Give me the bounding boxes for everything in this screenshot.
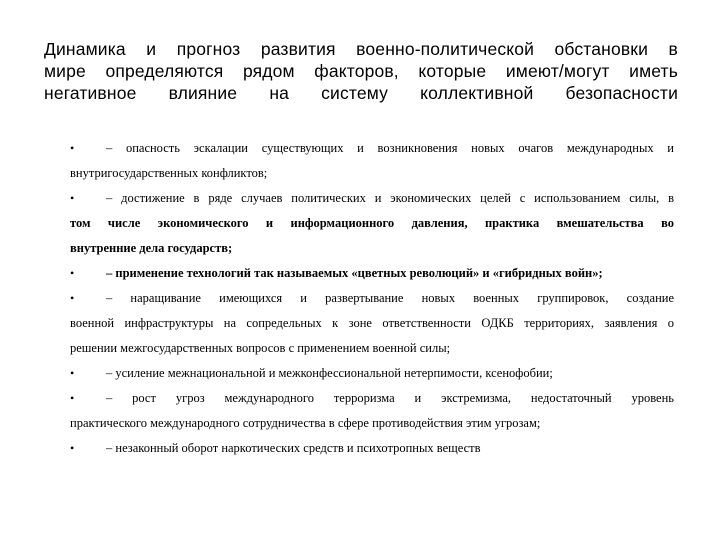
item-line: – опасность эскалации существующих и возникновения новых очагов международных и: [106, 141, 674, 155]
list-item: [70, 261, 674, 286]
title-line: негативное влияние на систему коллективной безопасности: [44, 83, 678, 103]
list-item: [70, 186, 674, 261]
item-line: – наращивание имеющихся и развертывание новых военных группировок, создание: [106, 291, 674, 305]
slide-title: [44, 38, 678, 104]
list-item: [70, 136, 674, 186]
bullet-icon: •: [70, 366, 75, 380]
list-item: [70, 361, 674, 386]
bullet-icon: •: [70, 141, 75, 155]
item-line: – усиление межнациональной и межконфессиональной нетерпимости, ксенофобии;: [106, 366, 553, 380]
list-item: [70, 436, 674, 461]
item-line: практического международного сотрудничества в сфере противодействия этим угрозам;: [70, 416, 541, 430]
item-line: внутренние дела государств;: [70, 241, 233, 255]
list-item: [70, 386, 674, 436]
item-line: – рост угроз международного терроризма и экстремизма, недостаточный уровень: [106, 391, 674, 405]
item-line: том числе экономического и информационного давления, практика вмешательства во: [70, 216, 674, 230]
bullet-icon: •: [70, 291, 75, 305]
item-line: решении межгосударственных вопросов с применением военной силы;: [70, 341, 451, 355]
item-line: внутригосударственных конфликтов;: [70, 166, 268, 180]
item-line: – применение технологий так называемых «цветных революций» и «гибридных войн»;: [106, 266, 603, 280]
factors-list: [70, 136, 674, 461]
item-line: – достижение в ряде случаев политических и экономических целей с использованием силы, в: [106, 191, 674, 205]
title-line: мире определяются рядом факторов, которые имеют/могут иметь: [44, 61, 678, 81]
item-line: военной инфраструктуры на сопредельных к зоне ответственности ОДКБ территориях, заявления о: [70, 316, 674, 330]
list-item: [70, 286, 674, 361]
bullet-icon: •: [70, 391, 75, 405]
title-line: Динамика и прогноз развития военно-политической обстановки в: [44, 39, 678, 59]
bullet-icon: •: [70, 191, 75, 205]
bullet-icon: •: [70, 441, 75, 455]
item-line: – незаконный оборот наркотических средств и психотропных веществ: [106, 441, 481, 455]
bullet-icon: •: [70, 266, 75, 280]
